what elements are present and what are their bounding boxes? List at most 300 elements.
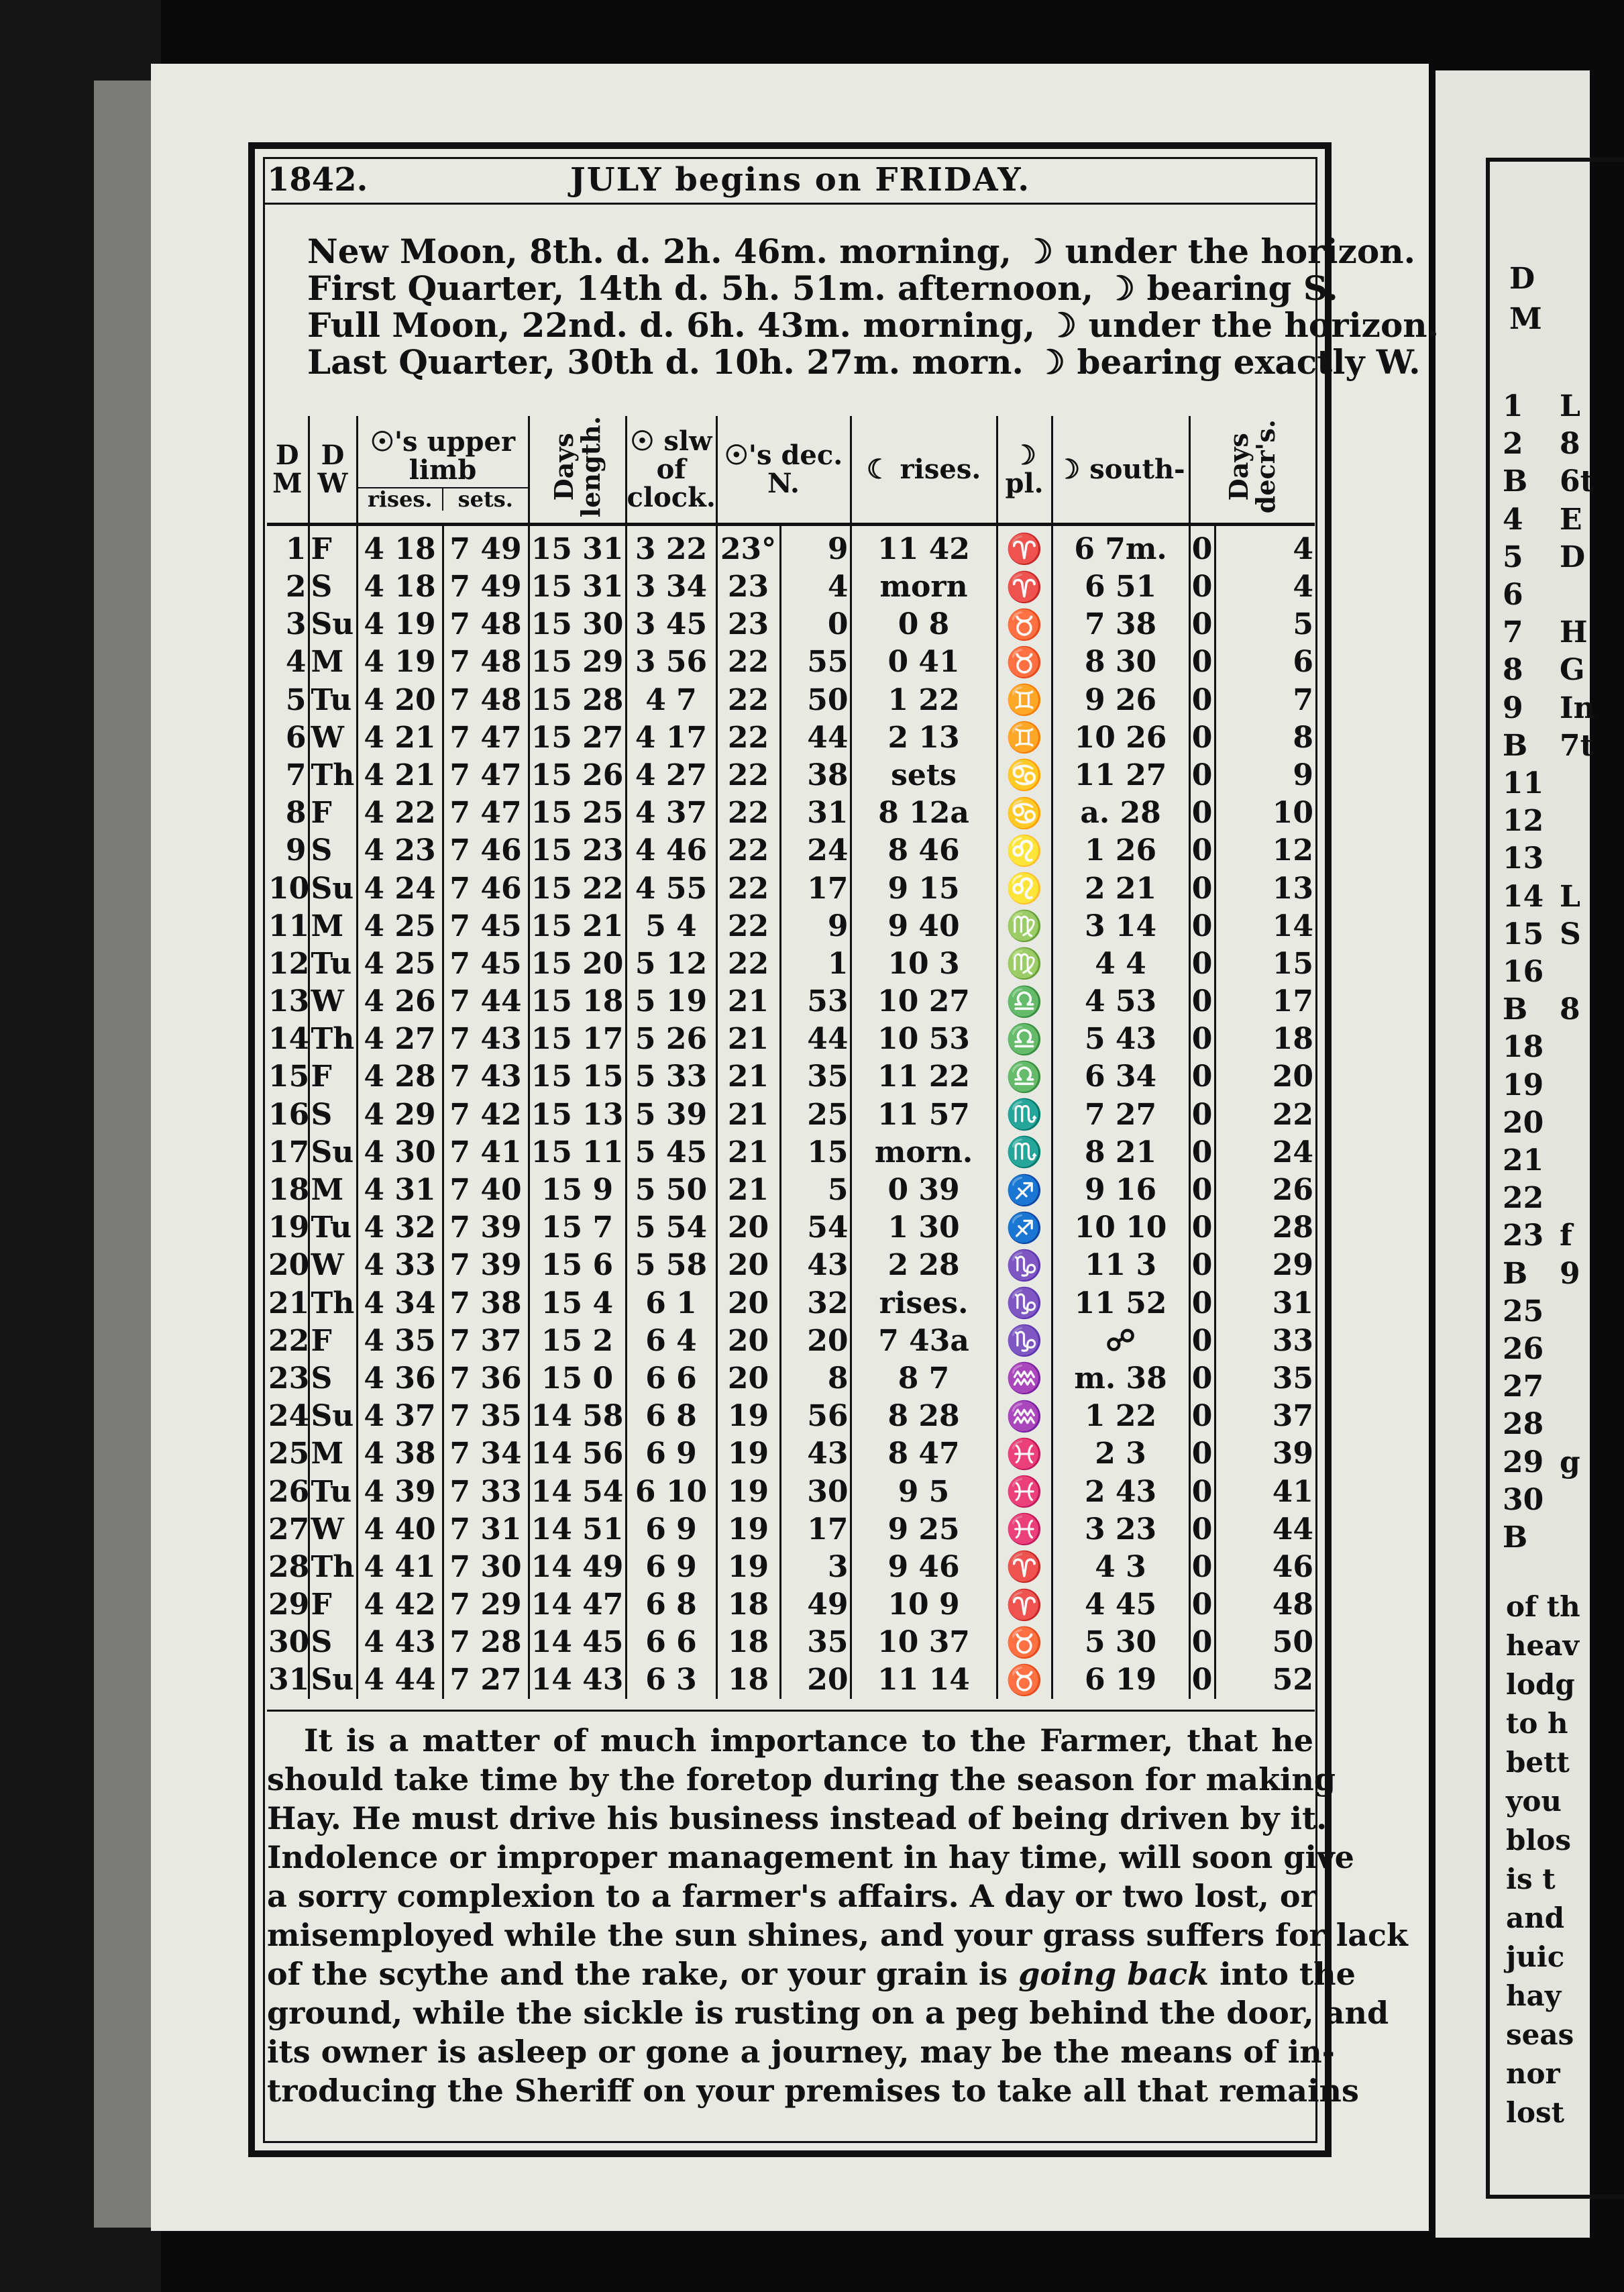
cell-moon-place: ♐ [997,1209,1052,1247]
cell-moon-place: ♌ [997,870,1052,907]
cell-slow-clock: 5 39 [626,1096,716,1133]
cell-day: 30 [267,1624,309,1661]
cell-slow-clock: 4 46 [626,832,716,870]
cell-weekday: W [309,719,357,756]
cell-decr-m: 44 [1272,1512,1314,1547]
cell-sun-sets: 7 39 [443,1247,529,1284]
cell-days-length: 15 15 [529,1058,626,1096]
header-day-of-week: D W [309,416,357,525]
cell-slow-clock: 4 17 [626,719,716,756]
cell-moon-rises: 10 37 [851,1624,997,1661]
cell-dec-deg: 19 [716,1548,780,1585]
cell-dec-min: 50 [780,681,851,719]
cell-moon-place: ♌ [997,832,1052,870]
cell-decr-h: 0 [1189,982,1215,1020]
facing-row-fragment: L [1560,389,1580,423]
cell-day: 1 [267,525,309,568]
cell-sun-sets: 7 49 [443,568,529,605]
cell-sun-sets: 7 48 [443,643,529,681]
cell-dec-deg: 22 [716,945,780,982]
cell-moon-rises: 9 5 [851,1473,997,1510]
cell-days-length: 15 27 [529,719,626,756]
cell-day: 29 [267,1585,309,1623]
cell-dec-min: 43 [780,1247,851,1284]
cell-decr-m: 39 [1272,1437,1314,1471]
cell-moon-place: ♎ [997,1058,1052,1096]
cell-day: 24 [267,1398,309,1435]
cell-days-length: 15 11 [529,1133,626,1171]
cell-day: 17 [267,1133,309,1171]
cell-days-length: 15 25 [529,794,626,832]
facing-row-fragment: f [1560,1218,1572,1253]
facing-text-fragment: blos [1506,1824,1571,1857]
cell-day: 28 [267,1548,309,1585]
cell-day: 5 [267,681,309,719]
cell-days-length: 15 31 [529,568,626,605]
facing-row-fragment: S [1560,917,1581,951]
cell-decr-m: 14 [1272,908,1314,943]
facing-row-fragment: E [1560,502,1582,537]
cell-weekday: M [309,643,357,681]
cell-decr-m: 5 [1293,607,1314,642]
table-row [267,1021,1315,1058]
cell-sun-sets: 7 47 [443,719,529,756]
cell-dec-deg: 22 [716,756,780,794]
header-slow-of-clock: ☉ slw of clock. [626,416,716,525]
cell-days-length: 14 43 [529,1661,626,1699]
cell-moon-south: 9 26 [1052,681,1189,719]
cell-days-length: 15 28 [529,681,626,719]
cell-moon-place: ♑ [997,1247,1052,1284]
cell-weekday: Tu [309,681,357,719]
cell-moon-rises: 0 8 [851,606,997,643]
cell-days-length: 14 54 [529,1473,626,1510]
cell-moon-place: ♊ [997,681,1052,719]
cell-decr-h: 0 [1189,1322,1215,1359]
facing-text-fragment: nor [1506,2057,1560,2090]
cell-slow-clock: 5 12 [626,945,716,982]
facing-day-number: 25 [1503,1294,1544,1329]
cell-dec-deg: 21 [716,1058,780,1096]
cell-decr-m: 48 [1272,1587,1314,1622]
cell-weekday: Th [309,756,357,794]
header-days-decrease: Days decr's. [1189,416,1315,525]
cell-weekday: Tu [309,945,357,982]
cell-slow-clock: 6 4 [626,1322,716,1359]
table-row [267,945,1315,982]
cell-day: 12 [267,945,309,982]
facing-row-fragment: 8 [1560,427,1580,462]
cell-moon-rises: sets [851,756,997,794]
header-sun-declination: ☉'s dec. N. [716,416,851,525]
cell-moon-south: 7 27 [1052,1096,1189,1133]
cell-dec-min: 20 [780,1322,851,1359]
cell-dec-min: 53 [780,982,851,1020]
cell-days-length: 14 45 [529,1624,626,1661]
cell-decr-m: 26 [1272,1173,1314,1207]
cell-sun-rises: 4 29 [357,1096,443,1133]
cell-weekday: F [309,1322,357,1359]
cell-dec-deg: 21 [716,1171,780,1208]
facing-day-number: 18 [1503,1030,1544,1065]
cell-dec-deg: 21 [716,1096,780,1133]
cell-decr-h: 0 [1189,681,1215,719]
cell-sun-sets: 7 49 [443,525,529,568]
cell-decr-h: 0 [1189,832,1215,870]
table-row [267,568,1315,605]
cell-day: 31 [267,1661,309,1699]
header-sun-upper-limb [357,416,529,525]
table-row [267,1585,1315,1623]
cell-sun-rises: 4 39 [357,1473,443,1510]
cell-days-length: 15 17 [529,1021,626,1058]
cell-moon-place: ♒ [997,1398,1052,1435]
cell-moon-place: ♈ [997,568,1052,605]
cell-dec-deg: 22 [716,681,780,719]
cell-decr-m: 4 [1293,570,1314,604]
table-row [267,1322,1315,1359]
cell-sun-rises: 4 37 [357,1398,443,1435]
cell-decr-h: 0 [1189,1284,1215,1322]
facing-day-number: 28 [1503,1407,1544,1442]
cell-slow-clock: 4 55 [626,870,716,907]
table-row [267,1359,1315,1397]
table-row [267,794,1315,832]
cell-slow-clock: 6 1 [626,1284,716,1322]
cell-dec-deg: 19 [716,1473,780,1510]
facing-day-number: 11 [1503,766,1544,800]
facing-header-d: D [1509,262,1535,296]
facing-row-fragment: 8 [1560,992,1580,1027]
header-moon-place: ☽ pl. [997,416,1052,525]
cell-dec-deg: 19 [716,1398,780,1435]
header-days-length: Days length. [529,416,626,525]
cell-sun-sets: 7 47 [443,794,529,832]
facing-row-fragment: G [1560,653,1585,688]
cell-sun-rises: 4 40 [357,1510,443,1548]
facing-row-fragment: L [1560,879,1580,914]
cell-days-length: 14 47 [529,1585,626,1623]
cell-weekday: Th [309,1548,357,1585]
cell-sun-sets: 7 46 [443,870,529,907]
cell-moon-place: ♉ [997,606,1052,643]
cell-decr-h: 0 [1189,756,1215,794]
cell-dec-deg: 20 [716,1359,780,1397]
cell-moon-place: ♒ [997,1359,1052,1397]
cell-decr-h: 0 [1189,1510,1215,1548]
cell-moon-south: 2 21 [1052,870,1189,907]
cell-sun-rises: 4 25 [357,945,443,982]
cell-moon-rises: 8 7 [851,1359,997,1397]
cell-slow-clock: 5 33 [626,1058,716,1096]
facing-day-number: 30 [1503,1482,1544,1517]
cell-moon-rises: 1 30 [851,1209,997,1247]
cell-decr-h: 0 [1189,1209,1215,1247]
cell-days-length: 15 31 [529,525,626,568]
cell-sun-rises: 4 33 [357,1247,443,1284]
cell-decr-h: 0 [1189,1435,1215,1473]
cell-decr-m: 33 [1272,1323,1314,1358]
cell-moon-south: a. 28 [1052,794,1189,832]
cell-dec-deg: 23° [716,525,780,568]
cell-decr-h: 0 [1189,1624,1215,1661]
cell-moon-place: ♈ [997,525,1052,568]
paragraph-line: misemployed while the sun shines, and your grass suffers for lack [267,1917,1408,1953]
facing-day-number: 1 [1503,389,1523,423]
cell-dec-min: 9 [780,525,851,568]
cell-decr-h: 0 [1189,907,1215,945]
cell-days-length: 15 18 [529,982,626,1020]
cell-moon-rises: 10 9 [851,1585,997,1623]
cell-dec-deg: 22 [716,832,780,870]
cell-decr-h: 0 [1189,945,1215,982]
cell-weekday: Tu [309,1209,357,1247]
cell-dec-min: 0 [780,606,851,643]
cell-day: 19 [267,1209,309,1247]
cell-moon-place: ♐ [997,1171,1052,1208]
cell-dec-deg: 20 [716,1209,780,1247]
cell-moon-place: ♈ [997,1548,1052,1585]
header-moon-rises: ☾ rises. [851,416,997,525]
cell-decr-h: 0 [1189,870,1215,907]
paragraph-line: Hay. He must drive his business instead of being driven by it. [267,1800,1328,1836]
cell-day: 3 [267,606,309,643]
cell-sun-sets: 7 29 [443,1585,529,1623]
table-row [267,643,1315,681]
cell-moon-place: ♑ [997,1322,1052,1359]
cell-decr-h: 0 [1189,1021,1215,1058]
cell-sun-rises: 4 25 [357,907,443,945]
cell-decr-m: 10 [1272,796,1314,831]
cell-dec-deg: 18 [716,1661,780,1699]
table-row [267,1058,1315,1096]
cell-sun-rises: 4 43 [357,1624,443,1661]
cell-moon-rises: 10 27 [851,982,997,1020]
cell-days-length: 15 7 [529,1209,626,1247]
cell-sun-sets: 7 28 [443,1624,529,1661]
cell-dec-deg: 19 [716,1510,780,1548]
table-row [267,982,1315,1020]
cell-moon-rises: 9 25 [851,1510,997,1548]
cell-decr-m: 37 [1272,1399,1314,1434]
cell-moon-south: 1 22 [1052,1398,1189,1435]
cell-sun-sets: 7 27 [443,1661,529,1699]
cell-decr-h: 0 [1189,1398,1215,1435]
cell-moon-rises: rises. [851,1284,997,1322]
cell-slow-clock: 3 45 [626,606,716,643]
cell-day: 20 [267,1247,309,1284]
cell-moon-south: 3 14 [1052,907,1189,945]
cell-decr-m: 24 [1272,1135,1314,1169]
facing-row-fragment: D [1560,539,1586,574]
cell-moon-south: 6 7m. [1052,525,1189,568]
table-row [267,870,1315,907]
cell-moon-south: 7 38 [1052,606,1189,643]
cell-day: 9 [267,832,309,870]
cell-moon-rises: 7 43a [851,1322,997,1359]
facing-row-fragment: In [1560,690,1595,725]
cell-day: 22 [267,1322,309,1359]
cell-moon-south: 8 21 [1052,1133,1189,1171]
cell-decr-m: 6 [1293,645,1314,680]
cell-sun-sets: 7 35 [443,1398,529,1435]
cell-sun-rises: 4 19 [357,606,443,643]
table-row [267,1398,1315,1435]
cell-dec-min: 17 [780,870,851,907]
facing-text-fragment: is t [1506,1863,1556,1895]
cell-days-length: 15 26 [529,756,626,794]
cell-moon-south: 9 16 [1052,1171,1189,1208]
cell-weekday: S [309,832,357,870]
cell-sun-sets: 7 46 [443,832,529,870]
cell-dec-min: 30 [780,1473,851,1510]
cell-sun-rises: 4 26 [357,982,443,1020]
cell-weekday: Su [309,870,357,907]
cell-slow-clock: 5 4 [626,907,716,945]
cell-decr-m: 13 [1272,871,1314,906]
cell-slow-clock: 3 34 [626,568,716,605]
cell-moon-south: m. 38 [1052,1359,1189,1397]
table-row [267,1473,1315,1510]
cell-dec-deg: 21 [716,1133,780,1171]
cell-dec-deg: 22 [716,870,780,907]
cell-weekday: M [309,1171,357,1208]
cell-dec-deg: 21 [716,1021,780,1058]
cell-dec-min: 17 [780,1510,851,1548]
cell-moon-rises: 11 42 [851,525,997,568]
cell-decr-h: 0 [1189,1247,1215,1284]
cell-slow-clock: 5 54 [626,1209,716,1247]
cell-sun-rises: 4 18 [357,525,443,568]
cell-day: 15 [267,1058,309,1096]
cell-moon-place: ♋ [997,756,1052,794]
facing-day-number: 12 [1503,804,1544,839]
paragraph-line: It is a matter of much importance to the Farmer, that he [304,1722,1313,1759]
facing-day-number: 20 [1503,1105,1544,1140]
cell-slow-clock: 5 19 [626,982,716,1020]
year-label: 1842. [267,161,368,199]
facing-day-number: 8 [1503,653,1523,688]
cell-sun-rises: 4 18 [357,568,443,605]
cell-moon-place: ♏ [997,1133,1052,1171]
facing-row-fragment: 7t [1560,728,1594,763]
cell-sun-sets: 7 34 [443,1435,529,1473]
cell-slow-clock: 4 7 [626,681,716,719]
cell-moon-rises: 8 28 [851,1398,997,1435]
cell-moon-south: 1 26 [1052,832,1189,870]
moon-phase-new: New Moon, 8th. d. 2h. 46m. morning, ☽ under the horizon. [307,231,1416,271]
facing-text-fragment: seas [1506,2018,1574,2051]
cell-sun-sets: 7 42 [443,1096,529,1133]
cell-decr-h: 0 [1189,1661,1215,1699]
facing-day-number: 14 [1503,879,1544,914]
cell-moon-rises: 0 39 [851,1171,997,1208]
cell-decr-m: 52 [1272,1663,1314,1698]
facing-day-number: 23 [1503,1218,1544,1253]
table-row [267,1624,1315,1661]
cell-moon-place: ♉ [997,1624,1052,1661]
cell-dec-min: 3 [780,1548,851,1585]
facing-day-number: 27 [1503,1369,1544,1404]
cell-dec-deg: 23 [716,606,780,643]
cell-dec-min: 54 [780,1209,851,1247]
cell-moon-rises: 8 47 [851,1435,997,1473]
cell-sun-rises: 4 44 [357,1661,443,1699]
facing-day-number: 19 [1503,1067,1544,1102]
facing-text-fragment: hay [1506,1979,1562,2012]
cell-dec-deg: 20 [716,1284,780,1322]
cell-moon-place: ♏ [997,1096,1052,1133]
facing-header-m: M [1509,302,1542,336]
cell-weekday: M [309,1435,357,1473]
cell-sun-rises: 4 42 [357,1585,443,1623]
cell-day: 10 [267,870,309,907]
table-row [267,1548,1315,1585]
cell-sun-rises: 4 19 [357,643,443,681]
cell-dec-deg: 22 [716,907,780,945]
cell-slow-clock: 6 6 [626,1359,716,1397]
cell-sun-sets: 7 40 [443,1171,529,1208]
table-bottom-rule [267,1710,1315,1712]
facing-row-fragment: 9 [1560,1256,1580,1291]
table-header-row [267,416,1315,525]
facing-day-number: B [1503,1520,1528,1555]
table-row [267,1510,1315,1548]
cell-moon-place: ♍ [997,945,1052,982]
cell-dec-deg: 20 [716,1247,780,1284]
cell-sun-sets: 7 43 [443,1021,529,1058]
table-row [267,907,1315,945]
cell-sun-sets: 7 45 [443,945,529,982]
header-sun-sets: sets. [457,486,513,512]
table-row [267,1284,1315,1322]
cell-day: 25 [267,1435,309,1473]
cell-sun-sets: 7 45 [443,907,529,945]
facing-text-fragment: heav [1506,1629,1579,1662]
cell-decr-h: 0 [1189,643,1215,681]
cell-moon-south: 2 43 [1052,1473,1189,1510]
cell-moon-south: 10 26 [1052,719,1189,756]
cell-sun-rises: 4 24 [357,870,443,907]
cell-weekday: S [309,1624,357,1661]
cell-moon-rises: 8 12a [851,794,997,832]
cell-moon-rises: 2 28 [851,1247,997,1284]
facing-text-fragment: and [1506,1902,1565,1934]
cell-days-length: 15 4 [529,1284,626,1322]
cell-sun-sets: 7 30 [443,1548,529,1585]
cell-sun-sets: 7 31 [443,1510,529,1548]
cell-day: 8 [267,794,309,832]
cell-moon-rises: 8 46 [851,832,997,870]
cell-sun-rises: 4 22 [357,794,443,832]
cell-sun-rises: 4 28 [357,1058,443,1096]
cell-moon-south: 4 45 [1052,1585,1189,1623]
cell-decr-m: 22 [1272,1097,1314,1132]
cell-decr-m: 4 [1293,531,1314,566]
cell-moon-place: ♍ [997,907,1052,945]
paragraph-line: its owner is asleep or gone a journey, may be the means of in- [267,2034,1335,2070]
cell-decr-m: 31 [1272,1286,1314,1320]
cell-day: 23 [267,1359,309,1397]
cell-moon-rises: 11 22 [851,1058,997,1096]
cell-decr-h: 0 [1189,1171,1215,1208]
cell-dec-min: 44 [780,1021,851,1058]
facing-day-number: 5 [1503,539,1523,574]
cell-moon-south: 5 43 [1052,1021,1189,1058]
cell-weekday: Su [309,1398,357,1435]
cell-sun-rises: 4 34 [357,1284,443,1322]
cell-slow-clock: 5 26 [626,1021,716,1058]
